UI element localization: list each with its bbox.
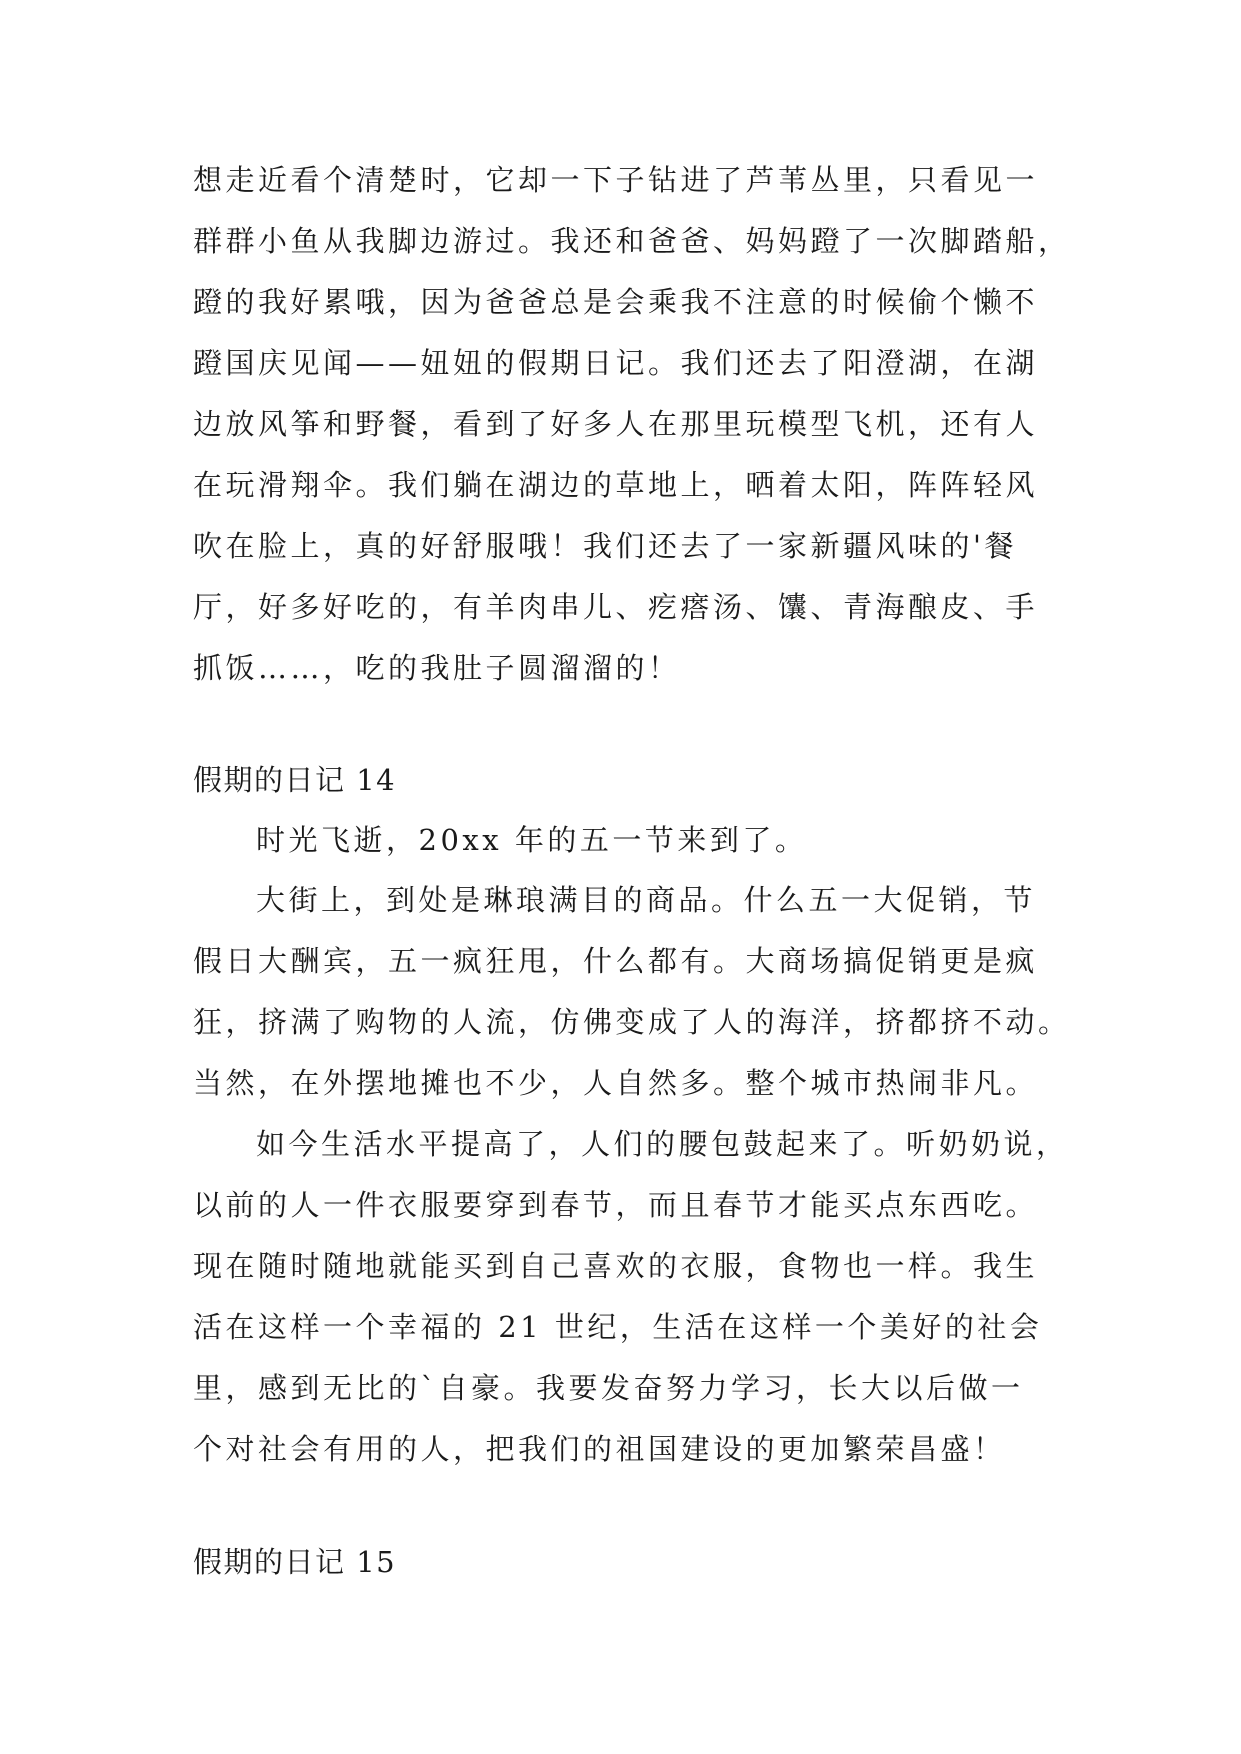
body-text-line: 现在随时随地就能买到自己喜欢的衣服，食物也一样。我生: [193, 1249, 1039, 1283]
body-text-line: 假日大酬宾，五一疯狂甩，什么都有。大商场搞促销更是疯: [193, 944, 1039, 978]
body-text-line: 群群小鱼从我脚边游过。我还和爸爸、妈妈蹬了一次脚踏船，: [193, 224, 1071, 258]
body-text-line: 厅，好多好吃的，有羊肉串儿、疙瘩汤、馕、青海酿皮、手: [193, 590, 1039, 624]
body-text-line: 活在这样一个幸福的 21 世纪，生活在这样一个美好的社会: [193, 1310, 1043, 1344]
paragraph-first-line: 时光飞逝，20xx 年的五一节来到了。: [256, 823, 808, 857]
paragraph-first-line: 大街上，到处是琳琅满目的商品。什么五一大促销，节: [256, 883, 1037, 917]
paragraph-first-line: 如今生活水平提高了，人们的腰包鼓起来了。听奶奶说，: [256, 1127, 1069, 1161]
body-text-line: 在玩滑翔伞。我们躺在湖边的草地上，晒着太阳，阵阵轻风: [193, 468, 1039, 502]
section-heading: 假期的日记 14: [193, 763, 397, 797]
body-text-line: 吹在脸上，真的好舒服哦！我们还去了一家新疆风味的'餐: [193, 529, 1017, 563]
body-text-line: 边放风筝和野餐，看到了好多人在那里玩模型飞机，还有人: [193, 407, 1039, 441]
body-text-line: 蹬的我好累哦，因为爸爸总是会乘我不注意的时候偷个懒不: [193, 285, 1039, 319]
body-text-line: 里，感到无比的`自豪。我要发奋努力学习，长大以后做一: [193, 1371, 1024, 1405]
body-text-line: 蹬国庆见闻——妞妞的假期日记。我们还去了阳澄湖，在湖: [193, 346, 1039, 380]
body-text-line: 个对社会有用的人，把我们的祖国建设的更加繁荣昌盛！: [193, 1432, 1006, 1466]
body-text-line: 当然，在外摆地摊也不少，人自然多。整个城市热闹非凡。: [193, 1066, 1039, 1100]
section-heading: 假期的日记 15: [193, 1545, 397, 1579]
body-text-line: 想走近看个清楚时，它却一下子钻进了芦苇丛里，只看见一: [193, 163, 1039, 197]
body-text-line: 抓饭……，吃的我肚子圆溜溜的！: [193, 651, 681, 685]
body-text-line: 以前的人一件衣服要穿到春节，而且春节才能买点东西吃。: [193, 1188, 1039, 1222]
body-text-line: 狂，挤满了购物的人流，仿佛变成了人的海洋，挤都挤不动。: [193, 1005, 1071, 1039]
